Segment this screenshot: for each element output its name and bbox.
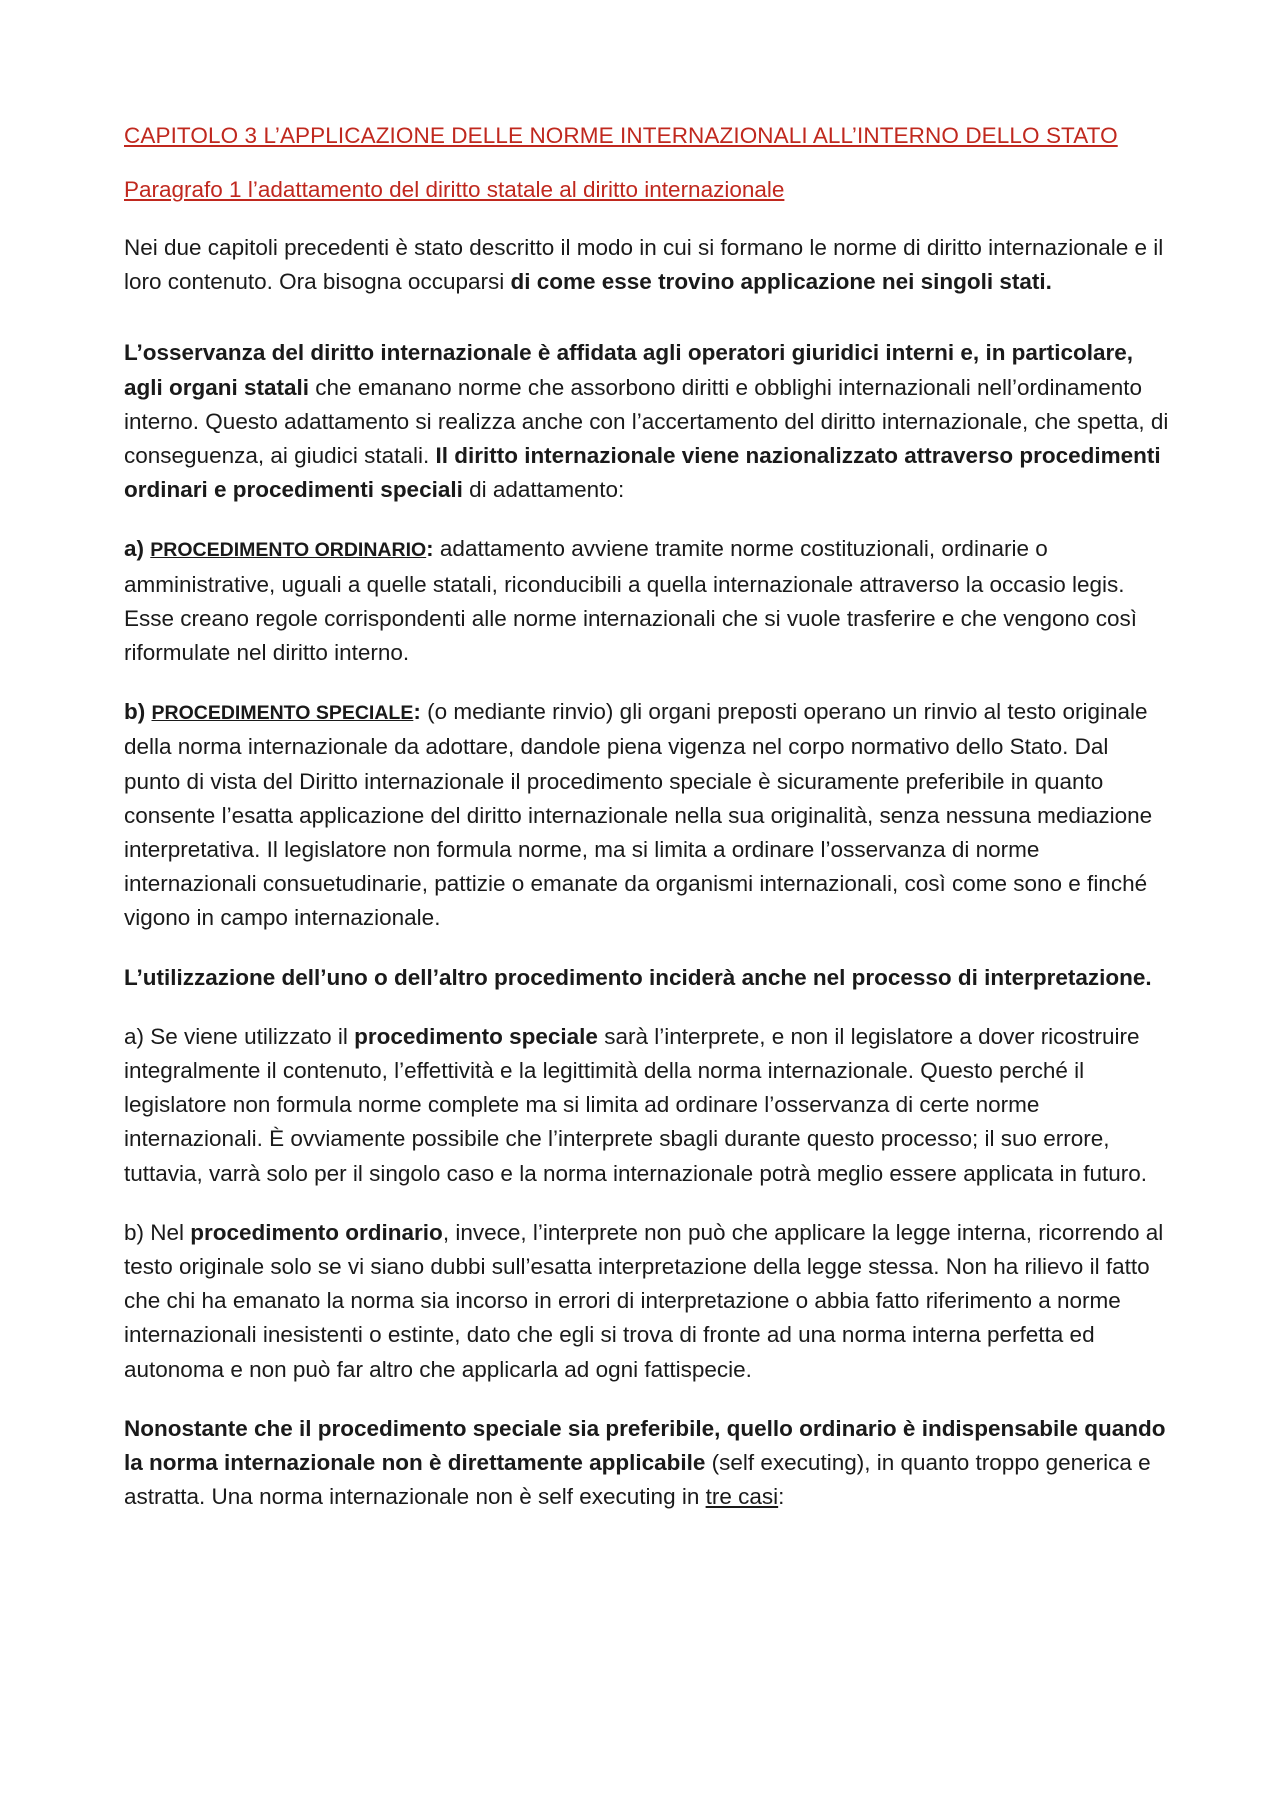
paragraph-self-executing: Nonostante che il procedimento speciale sia preferibile, quello ordinario è indispensabile quando la norma internazionale non è direttamente applicabile (self executing), in quanto troppo generica e astratta. Una norma internazionale non è self executing in tre casi:	[124, 1415, 1166, 1510]
procedimento-ordinario-label: PROCEDIMENTO ORDINARIO	[150, 539, 427, 562]
paragraph-procedimento-ordinario: a) PROCEDIMENTO ORDINARIO: adattamento avviene tramite norme costituzionali, ordinarie o amministrative, uguali a quelle statali, riconducibili a quella internazionale attraverso la occasio legis. Esse creano regole corrispondenti alle norme internazionali che si vuole trasferire e che vengono così riformulate nel diritto interno.	[124, 536, 1138, 666]
chapter-title: CAPITOLO 3 L’APPLICAZIONE DELLE NORME INTERNAZIONALI ALL’INTERNO DELLO STATO	[124, 123, 1118, 148]
paragraph-ordinario-interpretazione: b) Nel procedimento ordinario, invece, l’interprete non può che applicare la legge interna, ricorrendo al testo originale solo se vi siano dubbi sull’esatta interpretazione della legge stessa. Non ha rilievo il fatto che chi ha emanato la norma sia incorso in errori di interpretazione o abbia fatto riferimento a norme internazionali inesistenti o estinte, dato che egli si trova di fronte ad una norma interna perfetta ed autonoma e non può far altro che applicarla ad ogni fattispecie.	[124, 1219, 1164, 1382]
section-title: Paragrafo 1 l’adattamento del diritto statale al diritto internazionale	[124, 177, 785, 202]
paragraph-utilizzazione: L’utilizzazione dell’uno o dell’altro procedimento inciderà anche nel processo di interpretazione.	[124, 964, 1152, 990]
paragraph-intro: Nei due capitoli precedenti è stato descritto il modo in cui si formano le norme di diritto internazionale e il loro contenuto. Ora bisogna occuparsi di come esse trovino applicazione nei singoli stati.	[124, 235, 1164, 295]
paragraph-procedimento-speciale: b) PROCEDIMENTO SPECIALE: (o mediante rinvio) gli organi preposti operano un rinvio al testo originale della norma internazionale da adottare, dandole piena vigenza nel corpo normativo dello Stato. Dal punto di vista del Diritto internazionale il procedimento speciale è sicuramente preferibile in quanto consente l’esatta applicazione del diritto internazionale nella sua originalità, senza nessuna mediazione interpretativa. Il legislatore non formula norme, ma si limita a ordinare l’osservanza di norme internazionali consuetudinarie, pattizie o emanate da organismi internazionali, così come sono e finché vigono in campo internazionale.	[124, 699, 1153, 931]
paragraph-speciale-interpretazione: a) Se viene utilizzato il procedimento speciale sarà l’interprete, e non il legislatore a dover ricostruire integralmente il contenuto, l’effettività e la legittimità della norma internazionale. Questo perché il legislatore non formula norme complete ma si limita ad ordinare l’osservanza di certe norme internazionali. È ovviamente possibile che l’interprete sbagli durante questo processo; il suo errore, tuttavia, varrà solo per il singolo caso e la norma internazionale potrà meglio essere applicata in futuro.	[124, 1023, 1148, 1186]
procedimento-speciale-label: PROCEDIMENTO SPECIALE	[151, 702, 414, 725]
paragraph-osservanza: L’osservanza del diritto internazionale è affidata agli operatori giuridici interni e, in particolare, agli organi statali che emanano norme che assorbono diritti e obblighi internazionali nell’ordinamento interno. Questo adattamento si realizza anche con l’accertamento del diritto internazionale, che spetta, di conseguenza, ai giudici statali. Il diritto internazionale viene nazionalizzato attraverso procedimenti ordinari e procedimenti speciali di adattamento:	[124, 340, 1169, 503]
